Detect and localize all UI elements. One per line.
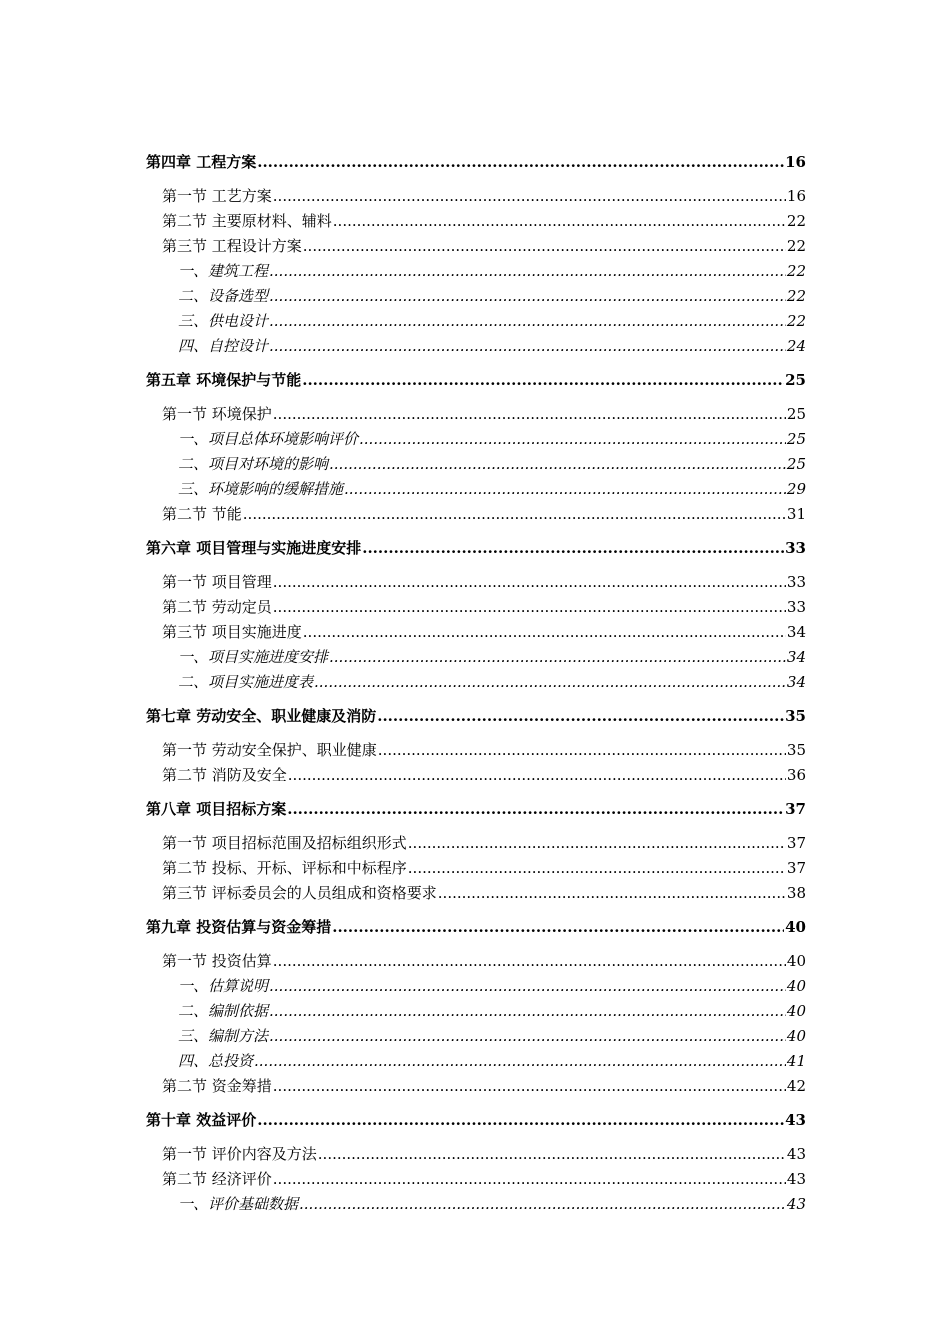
toc-chapter-entry[interactable] xyxy=(146,1108,806,1133)
toc-sub-entry[interactable] xyxy=(146,1024,806,1049)
toc-chapter-entry[interactable] xyxy=(146,915,806,940)
dot-leader xyxy=(243,502,786,527)
dot-leader xyxy=(332,915,784,940)
toc-page-number: 37 xyxy=(786,834,806,852)
toc-sub-entry[interactable] xyxy=(146,259,806,284)
toc-entry-title: 第八章 项目招标方案 xyxy=(146,800,287,818)
toc-sub-entry[interactable] xyxy=(146,999,806,1024)
toc-sub-entry[interactable] xyxy=(146,477,806,502)
toc-entry-title: 第二节 消防及安全 xyxy=(162,766,287,784)
toc-page-number: 33 xyxy=(786,573,806,591)
dot-leader xyxy=(314,670,786,695)
toc-entry-title: 第二节 节能 xyxy=(162,505,242,523)
toc-entry-title: 三、环境影响的缓解措施 xyxy=(178,480,344,498)
toc-entry-title: 一、评价基础数据 xyxy=(178,1195,299,1213)
toc-entry-title: 第一节 劳动安全保护、职业健康 xyxy=(162,741,377,759)
dot-leader xyxy=(269,334,786,359)
toc-entry-title: 第二节 劳动定员 xyxy=(162,598,272,616)
toc-entry-title: 二、编制依据 xyxy=(178,1002,269,1020)
toc-sub-entry[interactable] xyxy=(146,334,806,359)
toc-entry-title: 一、建筑工程 xyxy=(178,262,269,280)
toc-section-entry[interactable] xyxy=(146,234,806,259)
toc-sub-entry[interactable] xyxy=(146,427,806,452)
toc-page-number: 33 xyxy=(786,598,806,616)
toc-section-entry[interactable] xyxy=(146,502,806,527)
toc-entry-title: 第二节 投标、开标、评标和中标程序 xyxy=(162,859,407,877)
toc-page-number: 34 xyxy=(786,623,806,641)
toc-sub-entry[interactable] xyxy=(146,670,806,695)
toc-page-number: 25 xyxy=(786,405,806,423)
toc-entry-title: 一、项目实施进度安排 xyxy=(178,648,329,666)
dot-leader xyxy=(287,797,784,822)
dot-leader xyxy=(303,234,786,259)
toc-page-number: 40 xyxy=(786,1027,806,1045)
toc-entry-title: 二、项目实施进度表 xyxy=(178,673,314,691)
toc-entry-title: 第一节 环境保护 xyxy=(162,405,272,423)
dot-leader xyxy=(359,427,786,452)
dot-leader xyxy=(362,536,784,561)
toc-page-number: 16 xyxy=(786,187,806,205)
toc-chapter-entry[interactable] xyxy=(146,368,806,393)
toc-section-entry[interactable] xyxy=(146,856,806,881)
toc-section-entry[interactable] xyxy=(146,209,806,234)
toc-section-entry[interactable] xyxy=(146,949,806,974)
dot-leader xyxy=(288,763,786,788)
dot-leader xyxy=(269,309,786,334)
dot-leader xyxy=(408,831,786,856)
toc-entry-title: 第三节 评标委员会的人员组成和资格要求 xyxy=(162,884,437,902)
toc-page-number: 42 xyxy=(786,1077,806,1095)
toc-page-number: 41 xyxy=(786,1052,806,1070)
toc-page-number: 40 xyxy=(786,977,806,995)
toc-page-number: 34 xyxy=(786,648,806,666)
toc-section-entry[interactable] xyxy=(146,831,806,856)
toc-page-number: 38 xyxy=(786,884,806,902)
toc-sub-entry[interactable] xyxy=(146,645,806,670)
toc-chapter-entry[interactable] xyxy=(146,150,806,175)
dot-leader xyxy=(273,1167,786,1192)
toc-entry-title: 三、编制方法 xyxy=(178,1027,269,1045)
toc-entry-title: 第一节 评价内容及方法 xyxy=(162,1145,317,1163)
toc-page-number: 40 xyxy=(785,918,806,936)
toc-page-number: 31 xyxy=(786,505,806,523)
dot-leader xyxy=(269,284,786,309)
toc-page-number: 25 xyxy=(785,371,806,389)
toc-section-entry[interactable] xyxy=(146,620,806,645)
toc-page-number: 36 xyxy=(786,766,806,784)
dot-leader xyxy=(344,477,786,502)
dot-leader xyxy=(273,595,786,620)
toc-entry-title: 第三节 项目实施进度 xyxy=(162,623,302,641)
toc-entry-title: 第一节 工艺方案 xyxy=(162,187,272,205)
toc-page-number: 43 xyxy=(786,1195,806,1213)
toc-page-number: 43 xyxy=(786,1145,806,1163)
dot-leader xyxy=(303,620,786,645)
toc-entry-title: 四、自控设计 xyxy=(178,337,269,355)
dot-leader xyxy=(333,209,786,234)
dot-leader xyxy=(318,1142,786,1167)
toc-entry-title: 第二节 资金筹措 xyxy=(162,1077,272,1095)
toc-entry-title: 第二节 经济评价 xyxy=(162,1170,272,1188)
toc-entry-title: 第一节 项目管理 xyxy=(162,573,272,591)
dot-leader xyxy=(269,974,786,999)
dot-leader xyxy=(273,1074,786,1099)
dot-leader xyxy=(377,704,784,729)
dot-leader xyxy=(378,738,786,763)
toc-page-number: 43 xyxy=(786,1170,806,1188)
toc-entry-title: 第二节 主要原材料、辅料 xyxy=(162,212,332,230)
toc-entry-title: 一、项目总体环境影响评价 xyxy=(178,430,359,448)
toc-entry-title: 第三节 工程设计方案 xyxy=(162,237,302,255)
dot-leader xyxy=(438,881,786,906)
dot-leader xyxy=(273,184,786,209)
toc-page-number: 25 xyxy=(786,455,806,473)
toc-entry-title: 第七章 劳动安全、职业健康及消防 xyxy=(146,707,377,725)
toc-page-number: 22 xyxy=(786,262,806,280)
toc-sub-entry[interactable] xyxy=(146,1192,806,1217)
toc-page-number: 25 xyxy=(786,430,806,448)
toc-page-number: 22 xyxy=(786,287,806,305)
toc-page-number: 33 xyxy=(785,539,806,557)
toc-entry-title: 第一节 项目招标范围及招标组织形式 xyxy=(162,834,407,852)
toc-page-number: 35 xyxy=(786,741,806,759)
toc-page-number: 34 xyxy=(786,673,806,691)
toc-section-entry[interactable] xyxy=(146,595,806,620)
dot-leader xyxy=(273,402,786,427)
dot-leader xyxy=(302,368,784,393)
toc-page-number: 35 xyxy=(785,707,806,725)
toc-entry-title: 二、设备选型 xyxy=(178,287,269,305)
toc-entry-title: 三、供电设计 xyxy=(178,312,269,330)
toc-entry-title: 二、项目对环境的影响 xyxy=(178,455,329,473)
dot-leader xyxy=(408,856,786,881)
toc-section-entry[interactable] xyxy=(146,738,806,763)
dot-leader xyxy=(299,1192,786,1217)
toc-section-entry[interactable] xyxy=(146,570,806,595)
toc-section-entry[interactable] xyxy=(146,402,806,427)
toc-entry-title: 第五章 环境保护与节能 xyxy=(146,371,302,389)
toc-section-entry[interactable] xyxy=(146,184,806,209)
toc-chapter-entry[interactable] xyxy=(146,536,806,561)
toc-page-number: 22 xyxy=(786,312,806,330)
dot-leader xyxy=(273,949,786,974)
dot-leader xyxy=(329,452,786,477)
toc-page-number: 24 xyxy=(786,337,806,355)
toc-page-number: 22 xyxy=(786,212,806,230)
toc-page-number: 43 xyxy=(785,1111,806,1129)
toc-entry-title: 第十章 效益评价 xyxy=(146,1111,257,1129)
toc-page-number: 40 xyxy=(786,1002,806,1020)
toc-section-entry[interactable] xyxy=(146,881,806,906)
toc-section-entry[interactable] xyxy=(146,1074,806,1099)
dot-leader xyxy=(254,1049,786,1074)
toc-page-number: 22 xyxy=(786,237,806,255)
toc-sub-entry[interactable] xyxy=(146,1049,806,1074)
toc-entry-title: 第四章 工程方案 xyxy=(146,153,257,171)
toc-page-number: 37 xyxy=(785,800,806,818)
toc-entry-title: 第一节 投资估算 xyxy=(162,952,272,970)
toc-page-number: 29 xyxy=(786,480,806,498)
toc-sub-entry[interactable] xyxy=(146,974,806,999)
dot-leader xyxy=(257,150,784,175)
toc-page-number: 16 xyxy=(785,153,806,171)
toc-entry-title: 第九章 投资估算与资金筹措 xyxy=(146,918,332,936)
table-of-contents xyxy=(146,150,806,1217)
toc-sub-entry[interactable] xyxy=(146,452,806,477)
toc-page-number: 37 xyxy=(786,859,806,877)
toc-chapter-entry[interactable] xyxy=(146,797,806,822)
dot-leader xyxy=(257,1108,784,1133)
dot-leader xyxy=(273,570,786,595)
dot-leader xyxy=(269,999,786,1024)
toc-sub-entry[interactable] xyxy=(146,309,806,334)
toc-entry-title: 一、估算说明 xyxy=(178,977,269,995)
toc-section-entry[interactable] xyxy=(146,763,806,788)
dot-leader xyxy=(269,259,786,284)
toc-section-entry[interactable] xyxy=(146,1167,806,1192)
dot-leader xyxy=(269,1024,786,1049)
toc-chapter-entry[interactable] xyxy=(146,704,806,729)
toc-section-entry[interactable] xyxy=(146,1142,806,1167)
toc-entry-title: 四、总投资 xyxy=(178,1052,254,1070)
toc-sub-entry[interactable] xyxy=(146,284,806,309)
dot-leader xyxy=(329,645,786,670)
toc-page-number: 40 xyxy=(786,952,806,970)
toc-entry-title: 第六章 项目管理与实施进度安排 xyxy=(146,539,362,557)
